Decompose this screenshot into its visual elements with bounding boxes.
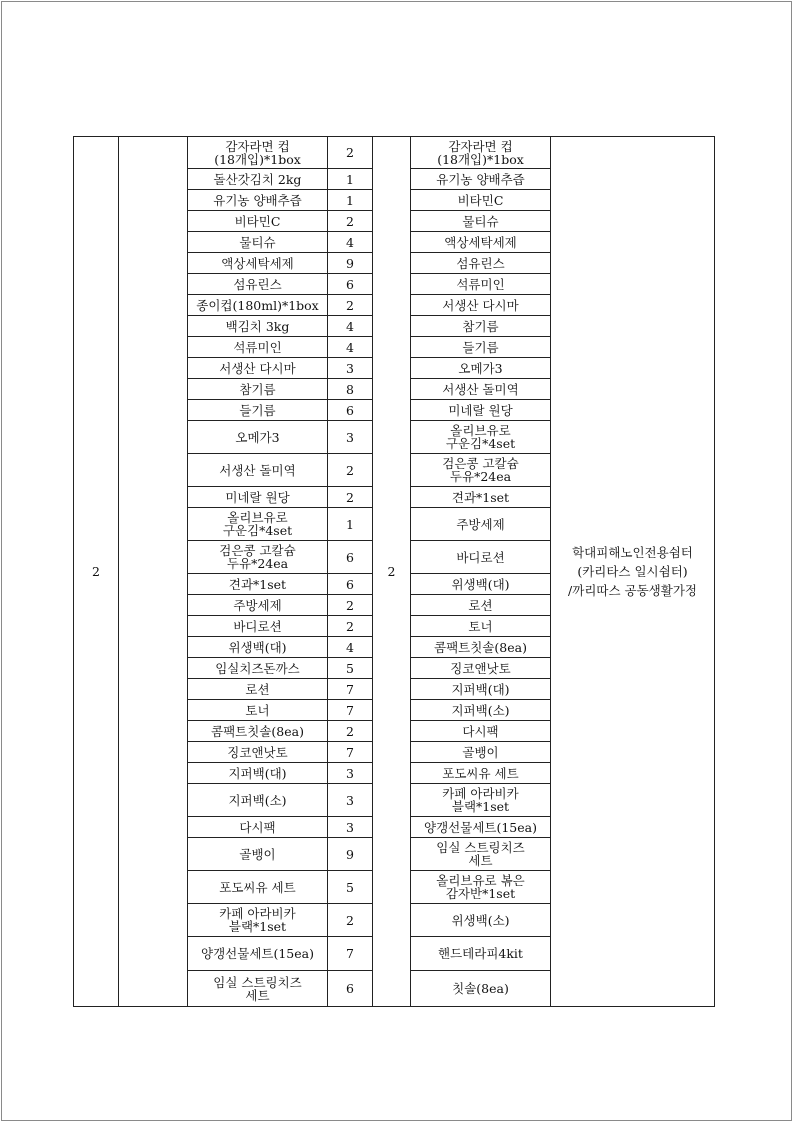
right-item-name: 골뱅이	[462, 744, 499, 760]
right-item-cell	[411, 817, 551, 838]
left-item-name: 견과*1set	[228, 576, 287, 592]
left-item-cell	[188, 337, 328, 358]
left-item-name: 지퍼백(대)	[228, 765, 287, 781]
left-item-cell	[188, 421, 328, 454]
left-qty-cell: 2	[328, 137, 373, 169]
left-item-name: 포도씨유 세트	[219, 879, 296, 895]
right-item-name: 지퍼백(대)	[451, 681, 510, 697]
left-item-name: 액상세탁세제	[221, 255, 294, 271]
right-item-name: 핸드테라피4kit	[438, 946, 523, 961]
left-item-cell	[188, 508, 328, 541]
right-item-name: 양갱선물세트(15ea)	[424, 819, 537, 835]
left-item-name: 종이컵(180ml)*1box	[196, 297, 319, 313]
right-item-cell	[411, 763, 551, 784]
right-item-cell	[411, 169, 551, 190]
left-qty-cell: 6	[328, 274, 373, 295]
left-qty-cell: 6	[328, 574, 373, 595]
right-item-name: 위생백(대)	[451, 576, 510, 592]
left-item-name: 콤팩트칫솔(8ea)	[211, 723, 304, 739]
left-qty-cell: 2	[328, 295, 373, 316]
left-item-name: 물티슈	[239, 234, 276, 250]
right-item-name: 카페 아라비카 블랙*1set	[442, 786, 519, 814]
right-item-cell	[411, 742, 551, 763]
left-item-cell	[188, 358, 328, 379]
left-qty-cell: 2	[328, 454, 373, 487]
left-qty-cell: 1	[328, 508, 373, 541]
left-qty-cell: 5	[328, 871, 373, 904]
right-item-cell	[411, 508, 551, 541]
right-item-name: 오메가3	[458, 360, 503, 376]
right-item-name: 감자라면 컵 (18개입)*1box	[437, 138, 524, 167]
left-qty-cell: 7	[328, 679, 373, 700]
left-item-name: 백김치 3kg	[225, 318, 290, 334]
left-item-cell	[188, 137, 328, 169]
left-item-name: 바디로션	[233, 618, 282, 634]
right-item-name: 포도씨유 세트	[442, 765, 519, 781]
right-item-cell	[411, 658, 551, 679]
right-item-name: 참기름	[462, 318, 499, 334]
left-item-cell	[188, 700, 328, 721]
left-item-name: 감자라면 컵 (18개입)*1box	[214, 138, 301, 167]
right-item-cell	[411, 541, 551, 574]
right-item-name: 콤팩트칫솔(8ea)	[434, 639, 527, 655]
left-item-cell	[188, 679, 328, 700]
left-item-cell	[188, 763, 328, 784]
right-item-cell	[411, 211, 551, 232]
left-item-name: 섬유린스	[233, 276, 282, 292]
right-item-name: 로션	[468, 597, 493, 613]
right-item-name: 검은콩 고칼슘 두유*24ea	[442, 456, 519, 484]
table-row	[74, 137, 715, 169]
left-item-name: 로션	[245, 681, 270, 697]
right-item-name: 서생산 돌미역	[442, 381, 519, 397]
right-item-name: 칫솔(8ea)	[452, 981, 509, 996]
left-item-cell	[188, 253, 328, 274]
right-item-cell	[411, 721, 551, 742]
left-item-cell	[188, 379, 328, 400]
right-item-name: 토너	[468, 618, 493, 634]
left-item-name: 임실 스트링치즈 세트	[213, 974, 302, 1003]
right-item-cell	[411, 137, 551, 169]
left-qty-cell: 2	[328, 211, 373, 232]
left-item-cell	[188, 637, 328, 658]
right-item-cell	[411, 454, 551, 487]
left-group-blank	[119, 137, 188, 1007]
right-item-name: 다시팩	[462, 723, 499, 739]
left-item-cell	[188, 871, 328, 904]
left-qty-cell: 4	[328, 232, 373, 253]
right-item-name: 들기름	[462, 339, 499, 355]
left-item-cell	[188, 574, 328, 595]
right-item-name: 비타민C	[457, 192, 504, 208]
left-item-name: 비타민C	[234, 213, 281, 229]
left-item-cell	[188, 742, 328, 763]
right-item-cell	[411, 871, 551, 904]
right-item-name: 임실 스트링치즈 세트	[436, 840, 525, 868]
left-qty-cell: 2	[328, 721, 373, 742]
left-item-cell	[188, 721, 328, 742]
left-item-cell	[188, 541, 328, 574]
left-item-name: 다시팩	[239, 819, 276, 835]
left-item-cell	[188, 232, 328, 253]
left-item-name: 토너	[245, 702, 270, 718]
left-qty-cell: 3	[328, 817, 373, 838]
right-item-name: 서생산 다시마	[442, 297, 519, 313]
left-item-cell	[188, 658, 328, 679]
left-qty-cell: 8	[328, 379, 373, 400]
right-item-name: 유기농 양배추즙	[436, 171, 525, 187]
right-item-name: 올리브유로 구운김*4set	[445, 423, 516, 451]
left-item-name: 주방세제	[233, 597, 282, 613]
left-item-name: 검은콩 고칼슘 두유*24ea	[219, 543, 296, 571]
right-item-cell	[411, 316, 551, 337]
right-item-name: 견과*1set	[451, 489, 510, 505]
left-item-cell	[188, 487, 328, 508]
left-qty-cell: 3	[328, 358, 373, 379]
right-item-cell	[411, 400, 551, 421]
left-qty-cell: 1	[328, 169, 373, 190]
right-item-cell	[411, 971, 551, 1007]
left-qty-cell: 3	[328, 784, 373, 817]
right-item-cell	[411, 358, 551, 379]
right-item-cell	[411, 784, 551, 817]
left-item-name: 참기름	[239, 381, 276, 397]
left-item-cell	[188, 817, 328, 838]
right-item-cell	[411, 937, 551, 971]
donation-table	[73, 136, 715, 1007]
left-qty-cell: 1	[328, 190, 373, 211]
left-item-name: 지퍼백(소)	[228, 792, 287, 808]
left-qty-cell: 6	[328, 971, 373, 1007]
left-item-cell	[188, 454, 328, 487]
left-qty-cell: 9	[328, 253, 373, 274]
left-item-name: 위생백(대)	[228, 639, 287, 655]
right-item-cell	[411, 190, 551, 211]
left-item-name: 징코앤낫토	[227, 744, 288, 760]
left-item-name: 임실치즈돈까스	[215, 660, 300, 676]
right-item-cell	[411, 679, 551, 700]
right-item-cell	[411, 487, 551, 508]
left-qty-cell: 7	[328, 937, 373, 971]
left-qty-cell: 7	[328, 742, 373, 763]
right-item-name: 섬유린스	[456, 255, 505, 271]
left-item-name: 돌산갓김치 2kg	[213, 171, 302, 187]
left-qty-cell: 2	[328, 595, 373, 616]
left-item-name: 들기름	[239, 402, 276, 418]
right-item-name: 징코앤낫토	[450, 660, 511, 676]
right-item-name: 물티슈	[462, 213, 499, 229]
left-item-name: 골뱅이	[239, 846, 276, 862]
right-item-cell	[411, 637, 551, 658]
left-item-cell	[188, 784, 328, 817]
left-item-cell	[188, 295, 328, 316]
right-item-cell	[411, 379, 551, 400]
left-qty-cell: 5	[328, 658, 373, 679]
left-item-cell	[188, 595, 328, 616]
left-qty-cell: 7	[328, 700, 373, 721]
left-qty-cell: 3	[328, 421, 373, 454]
right-item-name: 위생백(소)	[451, 912, 510, 928]
right-item-name: 석류미인	[456, 276, 505, 292]
left-item-name: 서생산 돌미역	[219, 462, 296, 478]
left-item-cell	[188, 616, 328, 637]
left-qty-cell: 2	[328, 616, 373, 637]
right-item-cell	[411, 337, 551, 358]
left-qty-cell: 9	[328, 838, 373, 871]
left-item-cell	[188, 190, 328, 211]
left-item-cell	[188, 316, 328, 337]
right-group-number: 2	[373, 137, 411, 1007]
right-item-cell	[411, 421, 551, 454]
right-item-name: 지퍼백(소)	[451, 702, 510, 718]
left-qty-cell: 2	[328, 487, 373, 508]
right-item-cell	[411, 232, 551, 253]
right-item-cell	[411, 904, 551, 937]
left-qty-cell: 2	[328, 904, 373, 937]
left-item-cell	[188, 904, 328, 937]
left-item-name: 오메가3	[235, 429, 280, 445]
right-item-name: 주방세제	[456, 516, 505, 532]
left-item-name: 올리브유로 구운김*4set	[222, 510, 293, 538]
left-item-cell	[188, 211, 328, 232]
left-item-cell	[188, 169, 328, 190]
left-item-cell	[188, 274, 328, 295]
right-item-cell	[411, 616, 551, 637]
right-item-cell	[411, 838, 551, 871]
right-item-cell	[411, 274, 551, 295]
right-item-cell	[411, 574, 551, 595]
left-item-name: 미네랄 원당	[225, 489, 290, 505]
left-item-cell	[188, 971, 328, 1007]
right-item-name: 액상세탁세제	[444, 234, 517, 250]
left-item-name: 서생산 다시마	[219, 360, 296, 376]
right-item-cell	[411, 253, 551, 274]
left-item-name: 석류미인	[233, 339, 282, 355]
left-item-name: 양갱선물세트(15ea)	[201, 946, 314, 961]
left-qty-cell: 6	[328, 541, 373, 574]
right-item-name: 바디로션	[456, 549, 505, 565]
right-item-cell	[411, 295, 551, 316]
right-item-name: 미네랄 원당	[448, 402, 513, 418]
organization-name: 학대피해노인전용쉼터 (카리타스 일시쉼터) /까리따스 공동생활가정	[568, 545, 697, 598]
left-qty-cell: 6	[328, 400, 373, 421]
right-item-cell	[411, 595, 551, 616]
left-qty-cell: 4	[328, 637, 373, 658]
right-item-name: 올리브유로 볶은 감자반*1set	[436, 873, 525, 901]
left-item-name: 카페 아라비카 블랙*1set	[219, 906, 296, 934]
left-qty-cell: 4	[328, 337, 373, 358]
left-item-cell	[188, 937, 328, 971]
organization-cell	[551, 137, 715, 1007]
left-item-cell	[188, 838, 328, 871]
left-group-number: 2	[74, 137, 119, 1007]
left-item-name: 유기농 양배추즙	[213, 192, 302, 208]
left-item-cell	[188, 400, 328, 421]
left-qty-cell: 3	[328, 763, 373, 784]
left-qty-cell: 4	[328, 316, 373, 337]
right-item-cell	[411, 700, 551, 721]
